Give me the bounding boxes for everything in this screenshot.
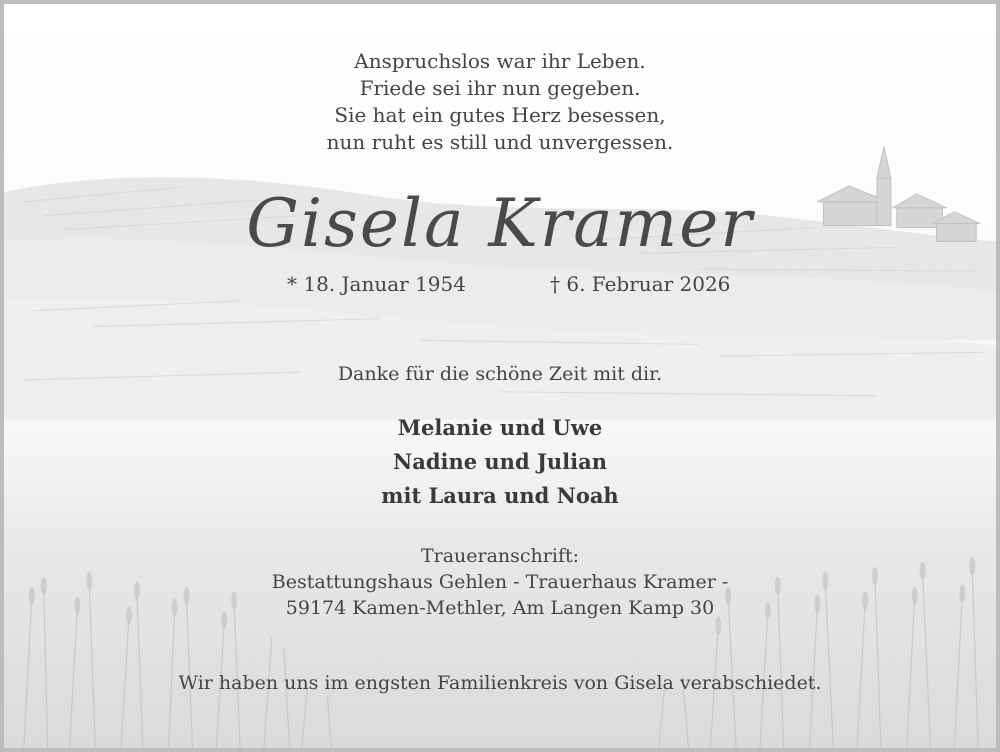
memorial-poem <box>4 48 996 156</box>
deceased-name: Gisela Kramer <box>246 185 754 262</box>
poem-line: nun ruht es still und unvergessen. <box>326 130 674 154</box>
closing-note: Wir haben uns im engsten Familienkreis von Gisela verabschiedet. <box>178 672 822 694</box>
mourner-entry: Nadine und Julian <box>393 449 607 474</box>
poem-line: Friede sei ihr nun gegeben. <box>359 76 641 100</box>
death-date: † 6. Februar 2026 <box>550 272 731 296</box>
address-line: Bestattungshaus Gehlen - Trauerhaus Kramer - <box>271 571 729 593</box>
poem-line: Sie hat ein gutes Herz besessen, <box>334 103 666 127</box>
address-label: Traueranschrift: <box>420 545 580 567</box>
mourning-address <box>4 543 996 621</box>
thanks-message: Danke für die schöne Zeit mit dir. <box>337 363 663 385</box>
mourner-entry: mit Laura und Noah <box>381 483 619 508</box>
address-line: 59174 Kamen-Methler, Am Langen Kamp 30 <box>285 597 715 619</box>
mourner-entry: Melanie und Uwe <box>397 415 603 440</box>
birth-date: * 18. Januar 1954 <box>287 272 466 296</box>
mourners-list <box>4 411 996 513</box>
poem-line: Anspruchslos war ihr Leben. <box>354 49 646 73</box>
